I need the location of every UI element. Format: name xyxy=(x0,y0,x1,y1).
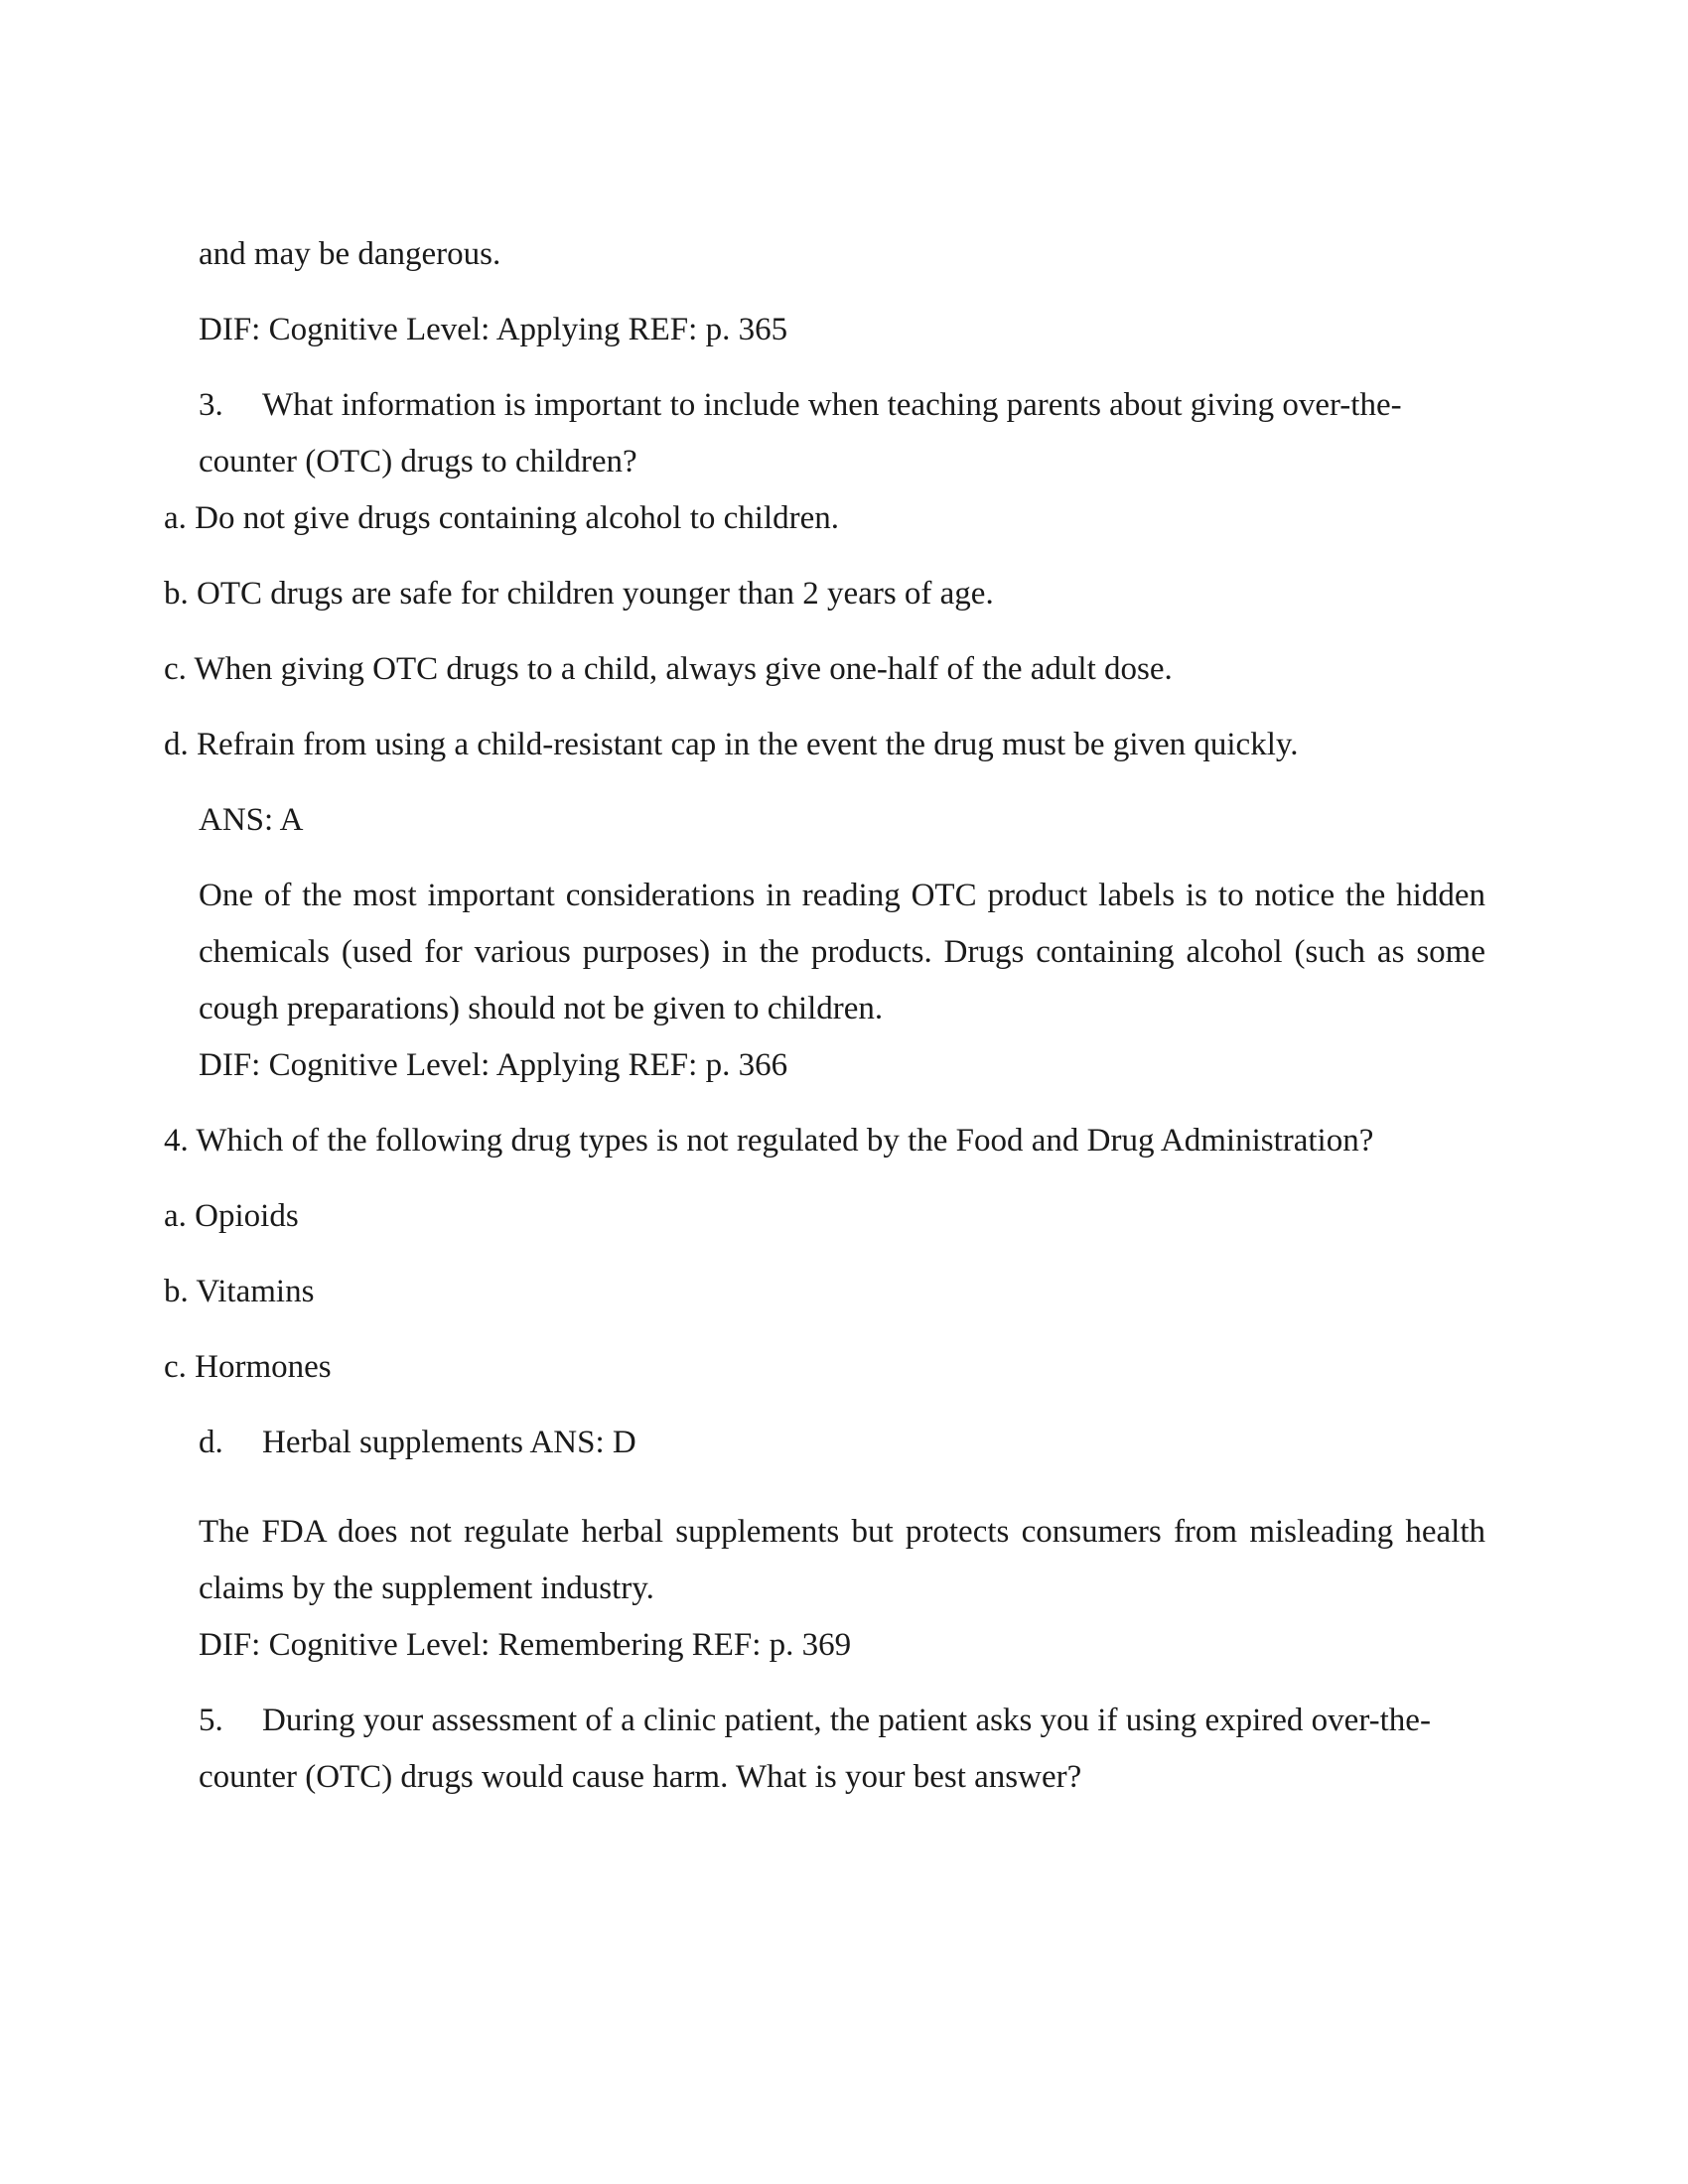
q3-stem-line2: counter (OTC) drugs to children? xyxy=(199,444,637,479)
q4-dif-ref: DIF: Cognitive Level: Remembering REF: p. 369 xyxy=(199,1627,852,1663)
q3-option-a: a. Do not give drugs containing alcohol to children. xyxy=(164,500,840,536)
q3-option-d: d. Refrain from using a child-resistant cap in the event the drug must be given quickly. xyxy=(164,727,1299,762)
q5-stem-line1 xyxy=(199,1693,1431,1749)
q3-number: 3. xyxy=(199,387,223,423)
q3-rationale: One of the most important considerations in reading OTC product labels is to notice the hidden chemicals (used for various purposes) in the products. Drugs containing alcohol (such as some cough preparations) should not be given to children. xyxy=(199,878,1485,1026)
q4-option-d-text: Herbal supplements ANS: D xyxy=(262,1425,636,1460)
q5-number: 5. xyxy=(199,1703,223,1738)
q3-answer: ANS: A xyxy=(199,802,304,838)
q3-option-b: b. OTC drugs are safe for children younger than 2 years of age. xyxy=(164,576,994,612)
q4-stem: 4. Which of the following drug types is not regulated by the Food and Drug Administration? xyxy=(164,1123,1374,1159)
q4-option-b: b. Vitamins xyxy=(164,1274,315,1309)
q5-stem-text: During your assessment of a clinic patient, the patient asks you if using expired over-the- xyxy=(262,1703,1431,1738)
q3-stem-text: What information is important to include when teaching parents about giving over-the- xyxy=(262,387,1402,423)
q3-option-c: c. When giving OTC drugs to a child, always give one-half of the adult dose. xyxy=(164,651,1173,687)
q4-option-d-letter: d. xyxy=(199,1425,223,1460)
q3-dif-ref: DIF: Cognitive Level: Applying REF: p. 366 xyxy=(199,1047,788,1083)
q4-option-d xyxy=(199,1415,636,1471)
q5-stem-line2: counter (OTC) drugs would cause harm. What is your best answer? xyxy=(199,1759,1082,1795)
q4-rationale: The FDA does not regulate herbal supplements but protects consumers from misleading health claims by the supplement industry. xyxy=(199,1514,1485,1606)
q3-stem-line1 xyxy=(199,377,1402,434)
q4-option-c: c. Hormones xyxy=(164,1349,332,1385)
q2-dif-ref: DIF: Cognitive Level: Applying REF: p. 365 xyxy=(199,312,788,347)
q4-option-a: a. Opioids xyxy=(164,1198,299,1234)
continuation-text: and may be dangerous. xyxy=(199,236,501,272)
